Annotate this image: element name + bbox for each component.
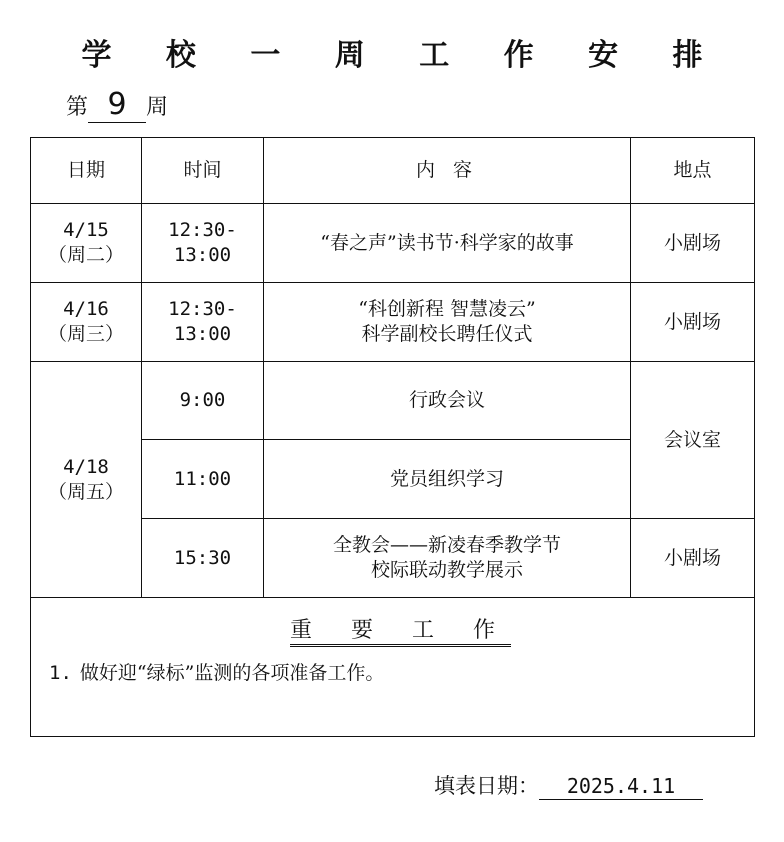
date-cell — [31, 204, 142, 283]
time-cell: 15:30 — [142, 519, 264, 598]
table-row — [31, 283, 755, 362]
week-suffix: 周 — [146, 95, 169, 120]
time-end: 13:00 — [173, 244, 232, 266]
place-cell: 小剧场 — [631, 519, 755, 598]
weekday-value: （周二） — [47, 244, 124, 266]
fill-date — [434, 770, 703, 800]
important-item — [49, 661, 754, 686]
weekday-value: （周三） — [47, 323, 124, 345]
content-cell: 党员组织学习 — [264, 440, 631, 519]
important-item-number: 1. — [49, 662, 72, 684]
content-cell — [264, 204, 631, 283]
header-time: 时间 — [142, 138, 264, 204]
important-row — [31, 598, 755, 737]
date-value: 4/15 — [63, 219, 109, 241]
content-line: 全教会——新凌春季教学节 — [332, 534, 561, 556]
document-title: 学 校 一 周 工 作 安 排 — [81, 38, 725, 73]
table-row — [31, 362, 755, 440]
content-line: “春之声”读书节·科学家的故事 — [320, 231, 574, 254]
date-value: 4/16 — [63, 298, 109, 320]
time-cell: 9:00 — [142, 362, 264, 440]
date-cell — [31, 283, 142, 362]
content-line: 科学副校长聘任仪式 — [361, 323, 533, 345]
important-title: 重 要 工 作 — [31, 618, 754, 643]
header-place: 地点 — [631, 138, 755, 204]
schedule-table — [30, 137, 755, 737]
table-row — [31, 204, 755, 283]
important-item-text: 做好迎“绿标”监测的各项准备工作。 — [79, 662, 385, 684]
date-cell — [31, 362, 142, 598]
time-start: 12:30- — [168, 219, 237, 241]
week-number: 9 — [88, 88, 146, 123]
fill-date-label: 填表日期： — [434, 774, 539, 798]
header-date: 日期 — [31, 138, 142, 204]
content-line: 校际联动教学展示 — [370, 559, 523, 581]
place-cell: 会议室 — [631, 362, 755, 519]
content-cell — [264, 519, 631, 598]
time-cell: 11:00 — [142, 440, 264, 519]
place-cell: 小剧场 — [631, 204, 755, 283]
place-cell: 小剧场 — [631, 283, 755, 362]
fill-date-value: 2025.4.11 — [539, 773, 703, 800]
week-indicator — [66, 88, 168, 123]
header-content: 内 容 — [264, 138, 631, 204]
week-prefix: 第 — [66, 95, 89, 120]
content-cell — [264, 283, 631, 362]
weekday-value: （周五） — [47, 480, 124, 503]
content-line: “科创新程 智慧凌云” — [358, 298, 536, 320]
time-start: 12:30- — [168, 298, 237, 320]
time-end: 13:00 — [173, 323, 232, 345]
table-header-row — [31, 138, 755, 204]
content-cell: 行政会议 — [264, 362, 631, 440]
date-value: 4/18 — [63, 455, 109, 478]
time-cell — [142, 204, 264, 283]
important-section — [31, 598, 755, 737]
time-cell — [142, 283, 264, 362]
